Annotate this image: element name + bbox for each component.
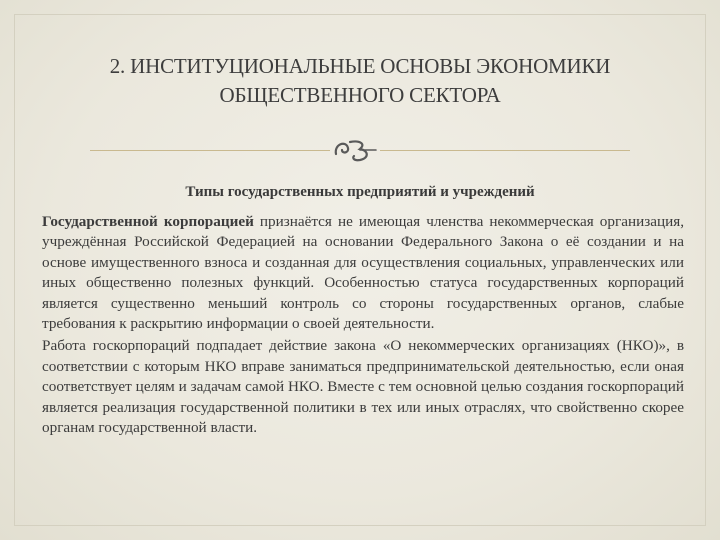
slide-title-line-1: 2. ИНСТИТУЦИОНАЛЬНЫЕ ОСНОВЫ ЭКОНОМИКИ xyxy=(109,54,611,78)
slide-title xyxy=(40,52,680,110)
divider-right xyxy=(380,150,630,151)
slide-title-line-2: ОБЩЕСТВЕННОГО СЕКТОРА xyxy=(219,83,501,107)
paragraph-1 xyxy=(42,212,684,334)
divider-left xyxy=(90,150,330,151)
scroll-flourish-icon xyxy=(330,134,380,166)
paragraph-1-text: признаётся не имеющая членства некоммерческая организация, учреждённая Российской Федерацией на основании Федерального Закона о её создании и на основе имущественного взноса и созданная для осуществления социальных, управленческих или иных общественно полезных функций. Особенностью статуса государственных корпораций является существенно меньший контроль со стороны государственных органов, слабые требования к раскрытию информации о своей деятельности. xyxy=(42,213,684,333)
slide-body xyxy=(42,212,684,438)
slide-subtitle: Типы государственных предприятий и учреждений xyxy=(185,184,535,200)
paragraph-1-term: Государственной корпорацией xyxy=(42,213,254,230)
paragraph-2: Работа госкорпораций подпадает действие закона «О некоммерческих организациях (НКО)», в соответствии с которым НКО вправе заниматься предпринимательской деятельностью, если оная соответствует целям и задачам самой НКО. Вместе с тем основной целью создания госкорпораций является реализация государственной политики в тех или иных отраслях, что свойственно скорее органам государственной власти. xyxy=(42,337,684,437)
